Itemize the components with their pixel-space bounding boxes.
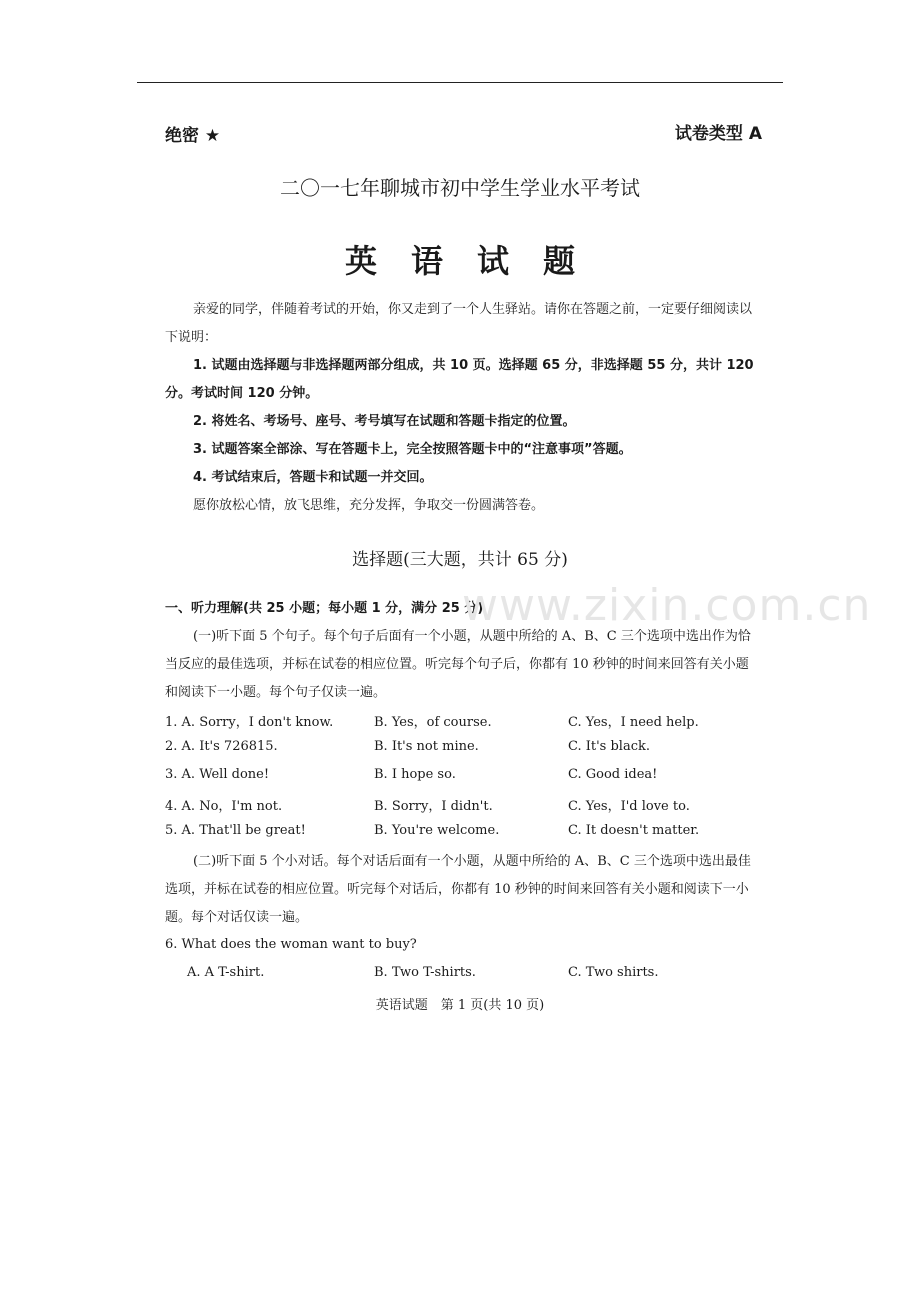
page-footer: 英语试题 第 1 页(共 10 页) (375, 998, 545, 1013)
rule-1: 1. 试题由选择题与非选择题两部分组成，共 10 页。选择题 65 分，非选择题 55 分，共计 120 分。考试时间 120 分钟。 (165, 358, 754, 401)
option-b: B. I hope so. (374, 767, 456, 782)
option-b: B. Yes，of course. (374, 715, 492, 730)
sub1-instructions: (一)听下面 5 个句子。每个句子后面有一个小题，从题中所给的 A、B、C 三个选项中选出作为恰当反应的最佳选项，并标在试卷的相应位置。听完每个句子后，你都有 10 秒钟的时间来回答有关小题和阅读下一小题。每个句子仅读一遍。 (165, 629, 751, 700)
option-c: C. Yes，I'd love to. (568, 799, 690, 814)
option-b: B. It's not mine. (374, 739, 479, 754)
subject-title: 英语试题 (344, 242, 609, 280)
option-b: B. Two T-shirts. (374, 965, 476, 980)
question-row (165, 739, 761, 763)
question-6-stem (165, 937, 761, 961)
option-a: A. A T-shirt. (187, 965, 265, 980)
question-row (165, 711, 761, 735)
option-b: B. Sorry，I didn't. (374, 799, 493, 814)
question-6-options (165, 965, 761, 989)
intro-paragraph: 亲爱的同学，伴随着考试的开始，你又走到了一个人生驿站。请你在答题之前，一定要仔细阅读以下说明： (165, 302, 753, 345)
option-a: 3. A. Well done! (165, 767, 270, 782)
option-a: 4. A. No，I'm not. (165, 799, 283, 814)
option-c: C. Good idea! (568, 767, 658, 782)
option-c: C. Two shirts. (568, 965, 659, 980)
option-b: B. You're welcome. (374, 823, 500, 838)
rule-4: 4. 考试结束后，答题卡和试题一并交回。 (193, 470, 433, 485)
option-a: 2. A. It's 726815. (165, 739, 278, 754)
option-a: 5. A. That'll be great! (165, 823, 306, 838)
wish-line: 愿你放松心情，放飞思维，充分发挥，争取交一份圆满答卷。 (193, 498, 545, 513)
question-row (165, 795, 761, 819)
watermark: www.zixin.com.cn (462, 580, 872, 631)
exam-title: 二〇一七年聊城市初中学生学业水平考试 (280, 176, 640, 200)
option-c: C. It doesn't matter. (568, 823, 700, 838)
sub2-instructions: (二)听下面 5 个小对话。每个对话后面有一个小题，从题中所给的 A、B、C 三个选项中选出最佳选项，并标在试卷的相应位置。听完每个对话后，你都有 10 秒钟的时间来回答有关小题和阅读下一小题。每个对话仅读一遍。 (165, 854, 751, 925)
question-row (165, 767, 761, 791)
question-text: 6. What does the woman want to buy? (165, 937, 417, 952)
option-a: 1. A. Sorry，I don't know. (165, 715, 334, 730)
rule-2: 2. 将姓名、考场号、座号、考号填写在试题和答题卡指定的位置。 (193, 414, 576, 429)
section-title: 选择题(三大题，共计 65 分) (352, 550, 568, 570)
option-c: C. Yes，I need help. (568, 715, 699, 730)
secret-label: 绝密 ★ (165, 126, 221, 146)
paper-type-label: 试卷类型 A (674, 124, 762, 144)
rule-3: 3. 试题答案全部涂、写在答题卡上，完全按照答题卡中的“注意事项”答题。 (193, 442, 632, 457)
part-one-title: 一、听力理解(共 25 小题；每小题 1 分，满分 25 分) (165, 601, 484, 616)
option-c: C. It's black. (568, 739, 651, 754)
question-row (165, 823, 761, 847)
top-rule (137, 82, 783, 83)
